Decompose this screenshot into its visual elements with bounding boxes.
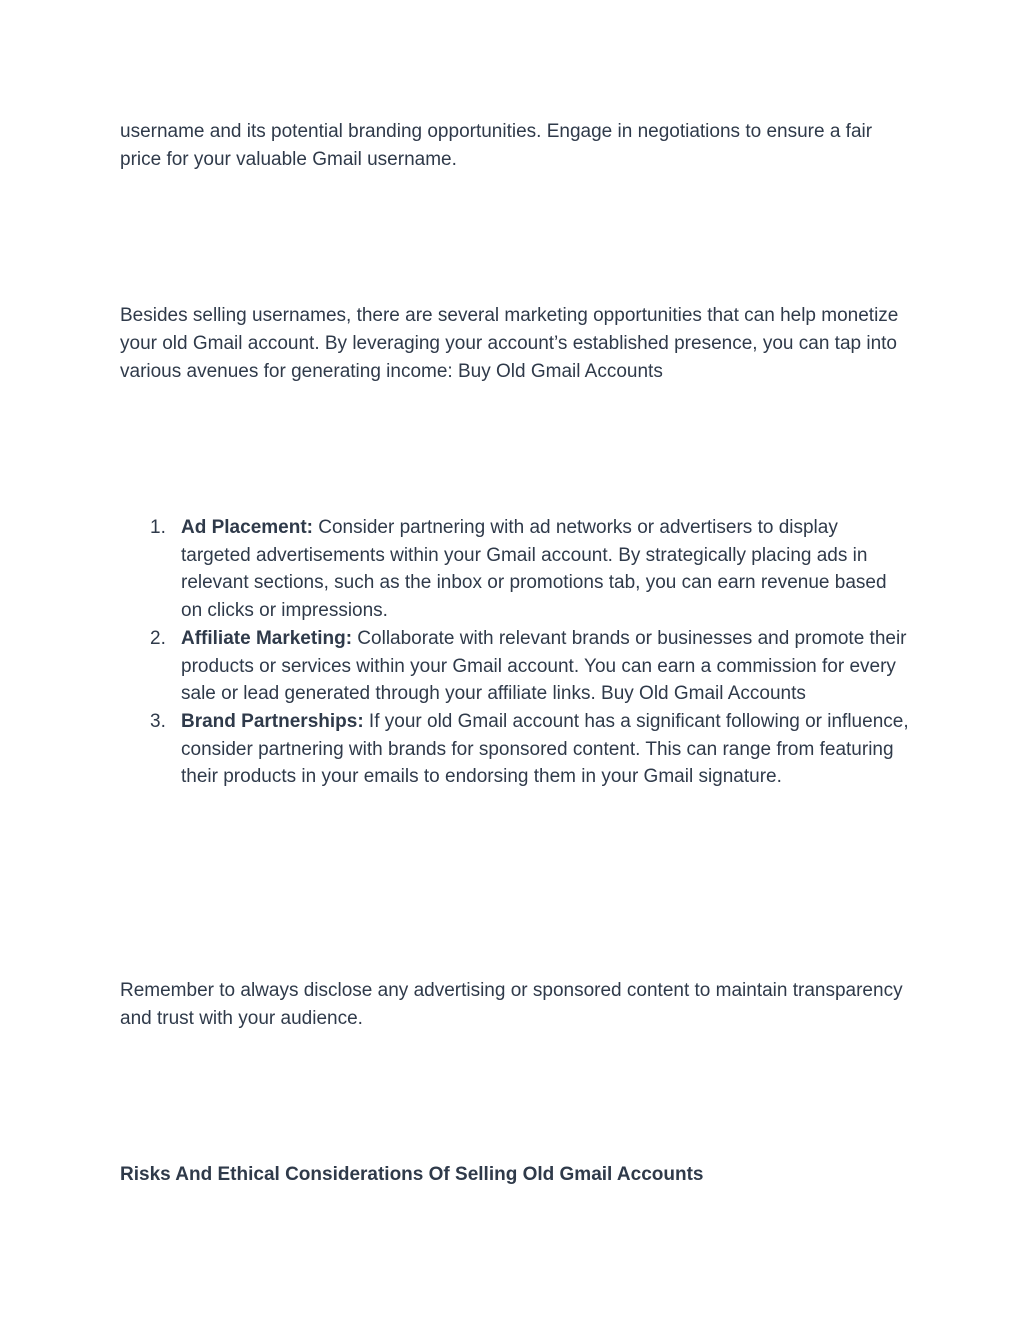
list-item-text: Collaborate with relevant brands or businesses and promote their products or services within your Gmail account. You can earn a commission for every sale or lead generated through your affiliate links. Buy Old Gmail Accounts [181,627,907,705]
list-item [120,514,910,625]
list-item-text: If your old Gmail account has a significant following or influence, consider partnering with brands for sponsored content. This can range from featuring their products in your emails to endorsing them in your Gmail signature. [181,710,909,788]
list-item-text: Consider partnering with ad networks or advertisers to display targeted advertisements within your Gmail account. By strategically placing ads in relevant sections, such as the inbox or promotions tab, you can earn revenue based on clicks or impressions. [181,517,887,622]
paragraph-branding: username and its potential branding opportunities. Engage in negotiations to ensure a fair price for your valuable Gmail username. [120,121,873,170]
list-item [120,708,910,791]
list-item-title: Ad Placement: [181,517,313,538]
list-item-title: Affiliate Marketing: [181,627,353,649]
list-item [120,625,910,708]
paragraph-disclosure: Remember to always disclose any advertising or sponsored content to maintain transparency and trust with your audience. [120,980,903,1029]
list-item-number: 1. [150,517,166,538]
section-heading: Risks And Ethical Considerations Of Selling Old Gmail Accounts [120,1164,704,1185]
list-item-number: 2. [150,627,166,649]
list-item-title: Brand Partnerships: [181,710,364,732]
paragraph-marketing-opportunities: Besides selling usernames, there are several marketing opportunities that can help monetize your old Gmail account. By leveraging your account’s established presence, you can tap into various avenues for generating income: Buy Old Gmail Accounts [120,305,899,382]
monetization-list [120,514,910,791]
list-item-number: 3. [150,710,166,732]
